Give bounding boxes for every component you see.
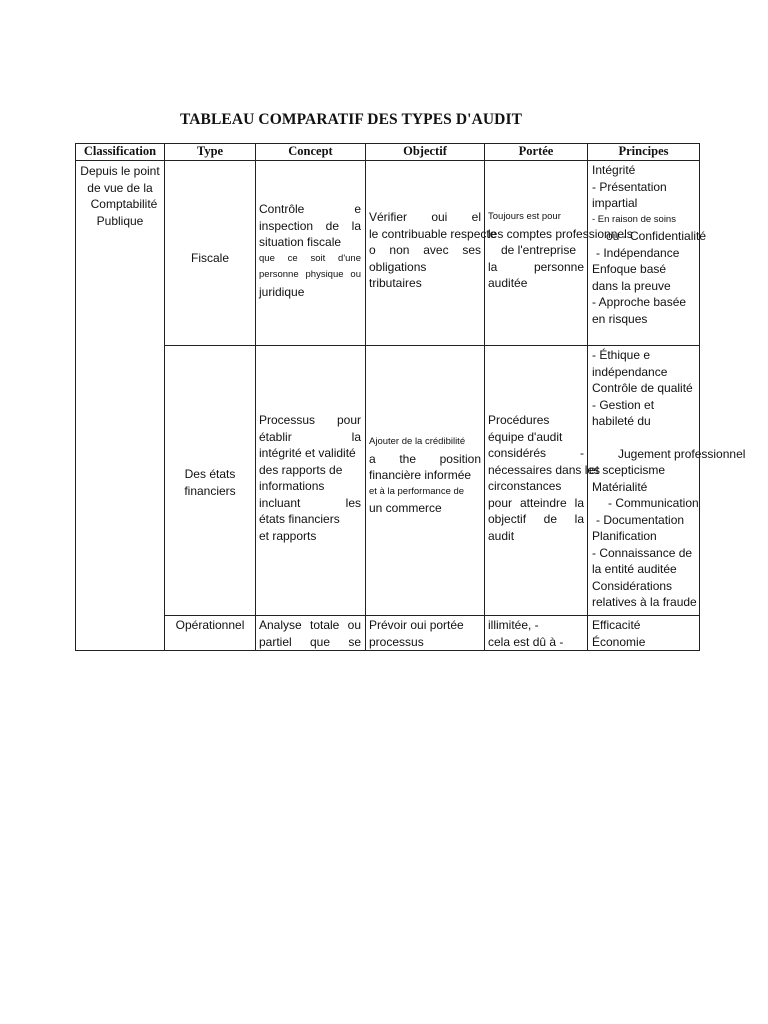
objectif-line: et à la performance de bbox=[369, 485, 465, 497]
concept-line: que ce soit d'une bbox=[259, 252, 361, 264]
principes-line: - Indépendance bbox=[596, 245, 680, 260]
objectif-line: obligations bbox=[369, 259, 427, 274]
concept-line: Analyse totale ou bbox=[259, 618, 361, 632]
objectif-cell-fiscale bbox=[366, 161, 497, 346]
classification-line: Comptabilité bbox=[90, 197, 158, 211]
principes-line: Économie bbox=[592, 634, 646, 649]
header-objectif: Objectif bbox=[366, 144, 485, 161]
concept-line: situation fiscale bbox=[259, 235, 342, 249]
principes-line: Considérations bbox=[592, 578, 673, 593]
principes-line: - Communication bbox=[608, 496, 699, 510]
type-cell-etats bbox=[165, 346, 256, 616]
principes-line: impartial bbox=[592, 196, 638, 210]
objectif-line: a the position bbox=[369, 451, 481, 466]
portee-line: équipe d'audit bbox=[488, 429, 563, 444]
type-label: Opérationnel bbox=[175, 618, 245, 632]
principes-line: Enfoque basé bbox=[592, 262, 667, 276]
principes-line: en risques bbox=[592, 311, 648, 326]
principes-line: la entité auditée bbox=[592, 562, 677, 576]
classification-line: Depuis le point bbox=[80, 164, 160, 178]
page-title: TABLEAU COMPARATIF DES TYPES D'AUDIT bbox=[179, 111, 523, 128]
principes-cell-operationnel bbox=[588, 616, 700, 651]
portee-line: auditée bbox=[488, 276, 528, 290]
header-principes: Principes bbox=[588, 144, 700, 161]
classification-line: Publique bbox=[96, 213, 144, 228]
objectif-line: tributaires bbox=[369, 276, 422, 290]
objectif-line: financière informée bbox=[369, 468, 472, 482]
portee-line: circonstances bbox=[488, 479, 562, 493]
principes-line: - Documentation bbox=[596, 512, 685, 527]
principes-line: - Approche basée bbox=[592, 295, 687, 309]
objectif-line: Ajouter de la crédibilité bbox=[369, 436, 466, 447]
objectif-line: Prévoir oui portée bbox=[369, 618, 464, 632]
table-row-etats-financiers bbox=[76, 346, 700, 616]
concept-line: des rapports de bbox=[259, 462, 343, 477]
portee-line: Procédures bbox=[488, 413, 550, 427]
classification-cell bbox=[76, 161, 165, 651]
portee-line: les comptes professionnels bbox=[488, 226, 633, 241]
principes-line: - Gestion et bbox=[592, 397, 655, 412]
portee-cell-operationnel bbox=[485, 616, 588, 651]
principes-line: relatives à la fraude bbox=[592, 595, 697, 609]
principes-line: - Présentation bbox=[592, 179, 667, 194]
portee-line: pour atteindre la bbox=[488, 495, 584, 510]
portee-line: la personne bbox=[488, 259, 584, 274]
header-portee: Portée bbox=[485, 144, 588, 161]
type-label-line: financiers bbox=[184, 483, 236, 498]
concept-line: inspection de la bbox=[259, 218, 361, 233]
classification-line: de vue de la bbox=[87, 180, 153, 195]
concept-cell-etats bbox=[256, 346, 366, 616]
portee-line: de l'entreprise bbox=[501, 243, 576, 257]
principes-line: habileté du bbox=[592, 414, 651, 428]
objectif-line: Vérifier oui el bbox=[369, 210, 481, 224]
principes-line: Planification bbox=[592, 529, 657, 543]
principes-line: et scepticisme bbox=[589, 463, 666, 477]
objectif-cell-operationnel bbox=[366, 616, 485, 651]
principes-line: Matérialité bbox=[592, 479, 648, 494]
principes-cell-fiscale bbox=[588, 161, 707, 346]
header-concept: Concept bbox=[256, 144, 366, 161]
principes-line: dans la preuve bbox=[592, 278, 671, 293]
concept-cell-operationnel bbox=[256, 616, 366, 651]
portee-line: illimitée, - bbox=[488, 618, 539, 632]
portee-line: cela est dû à - bbox=[488, 634, 564, 649]
objectif-line: le contribuable respecte bbox=[369, 226, 497, 241]
concept-line: états financiers bbox=[259, 512, 340, 526]
portee-line: considérés - bbox=[488, 446, 584, 460]
objectif-line: processus bbox=[369, 634, 424, 649]
portee-line: Toujours est pour bbox=[488, 211, 561, 222]
header-type: Type bbox=[165, 144, 256, 161]
portee-line: objectif de la bbox=[488, 512, 584, 526]
principes-line: indépendance bbox=[592, 364, 668, 379]
objectif-line: o non avec ses bbox=[369, 243, 481, 257]
principes-cell-etats bbox=[588, 346, 746, 616]
portee-line: nécessaires dans les bbox=[488, 462, 601, 477]
concept-line: incluant les bbox=[259, 495, 361, 510]
audit-comparison-table bbox=[75, 143, 746, 651]
type-label: Fiscale bbox=[190, 250, 229, 265]
type-cell-fiscale bbox=[165, 161, 256, 346]
header-row bbox=[76, 144, 700, 161]
concept-cell-fiscale bbox=[256, 161, 366, 346]
type-cell-operationnel bbox=[165, 616, 256, 651]
concept-line: intégrité et validité bbox=[259, 446, 356, 460]
principes-line: Efficacité bbox=[592, 618, 641, 632]
header-classification: Classification bbox=[76, 144, 165, 161]
table-row-fiscale bbox=[76, 161, 700, 346]
objectif-cell-etats bbox=[366, 346, 485, 616]
portee-cell-etats bbox=[485, 346, 601, 616]
concept-line: et rapports bbox=[259, 528, 317, 543]
principes-line: Intégrité bbox=[592, 163, 636, 177]
concept-line: juridique bbox=[259, 284, 305, 299]
table-row-operationnel bbox=[76, 616, 700, 651]
principes-line: ou - Confidentialité bbox=[606, 229, 707, 243]
principes-line: Contrôle de qualité bbox=[592, 381, 693, 395]
principes-line: - En raison de soins bbox=[592, 213, 676, 225]
concept-line: Processus pour bbox=[259, 413, 361, 427]
concept-line: établir la bbox=[259, 429, 361, 444]
concept-line: Contrôle e bbox=[259, 202, 361, 216]
concept-line: informations bbox=[259, 479, 325, 493]
concept-line: partiel que se bbox=[259, 634, 361, 649]
concept-line: personne physique ou bbox=[259, 269, 361, 280]
type-label-line: Des états bbox=[184, 467, 236, 481]
principes-line: - Connaissance de bbox=[592, 545, 693, 560]
objectif-line: un commerce bbox=[369, 501, 442, 515]
principes-line: Jugement professionnel bbox=[618, 446, 746, 461]
principes-line: - Éthique e bbox=[592, 348, 651, 362]
portee-line: audit bbox=[488, 528, 515, 543]
